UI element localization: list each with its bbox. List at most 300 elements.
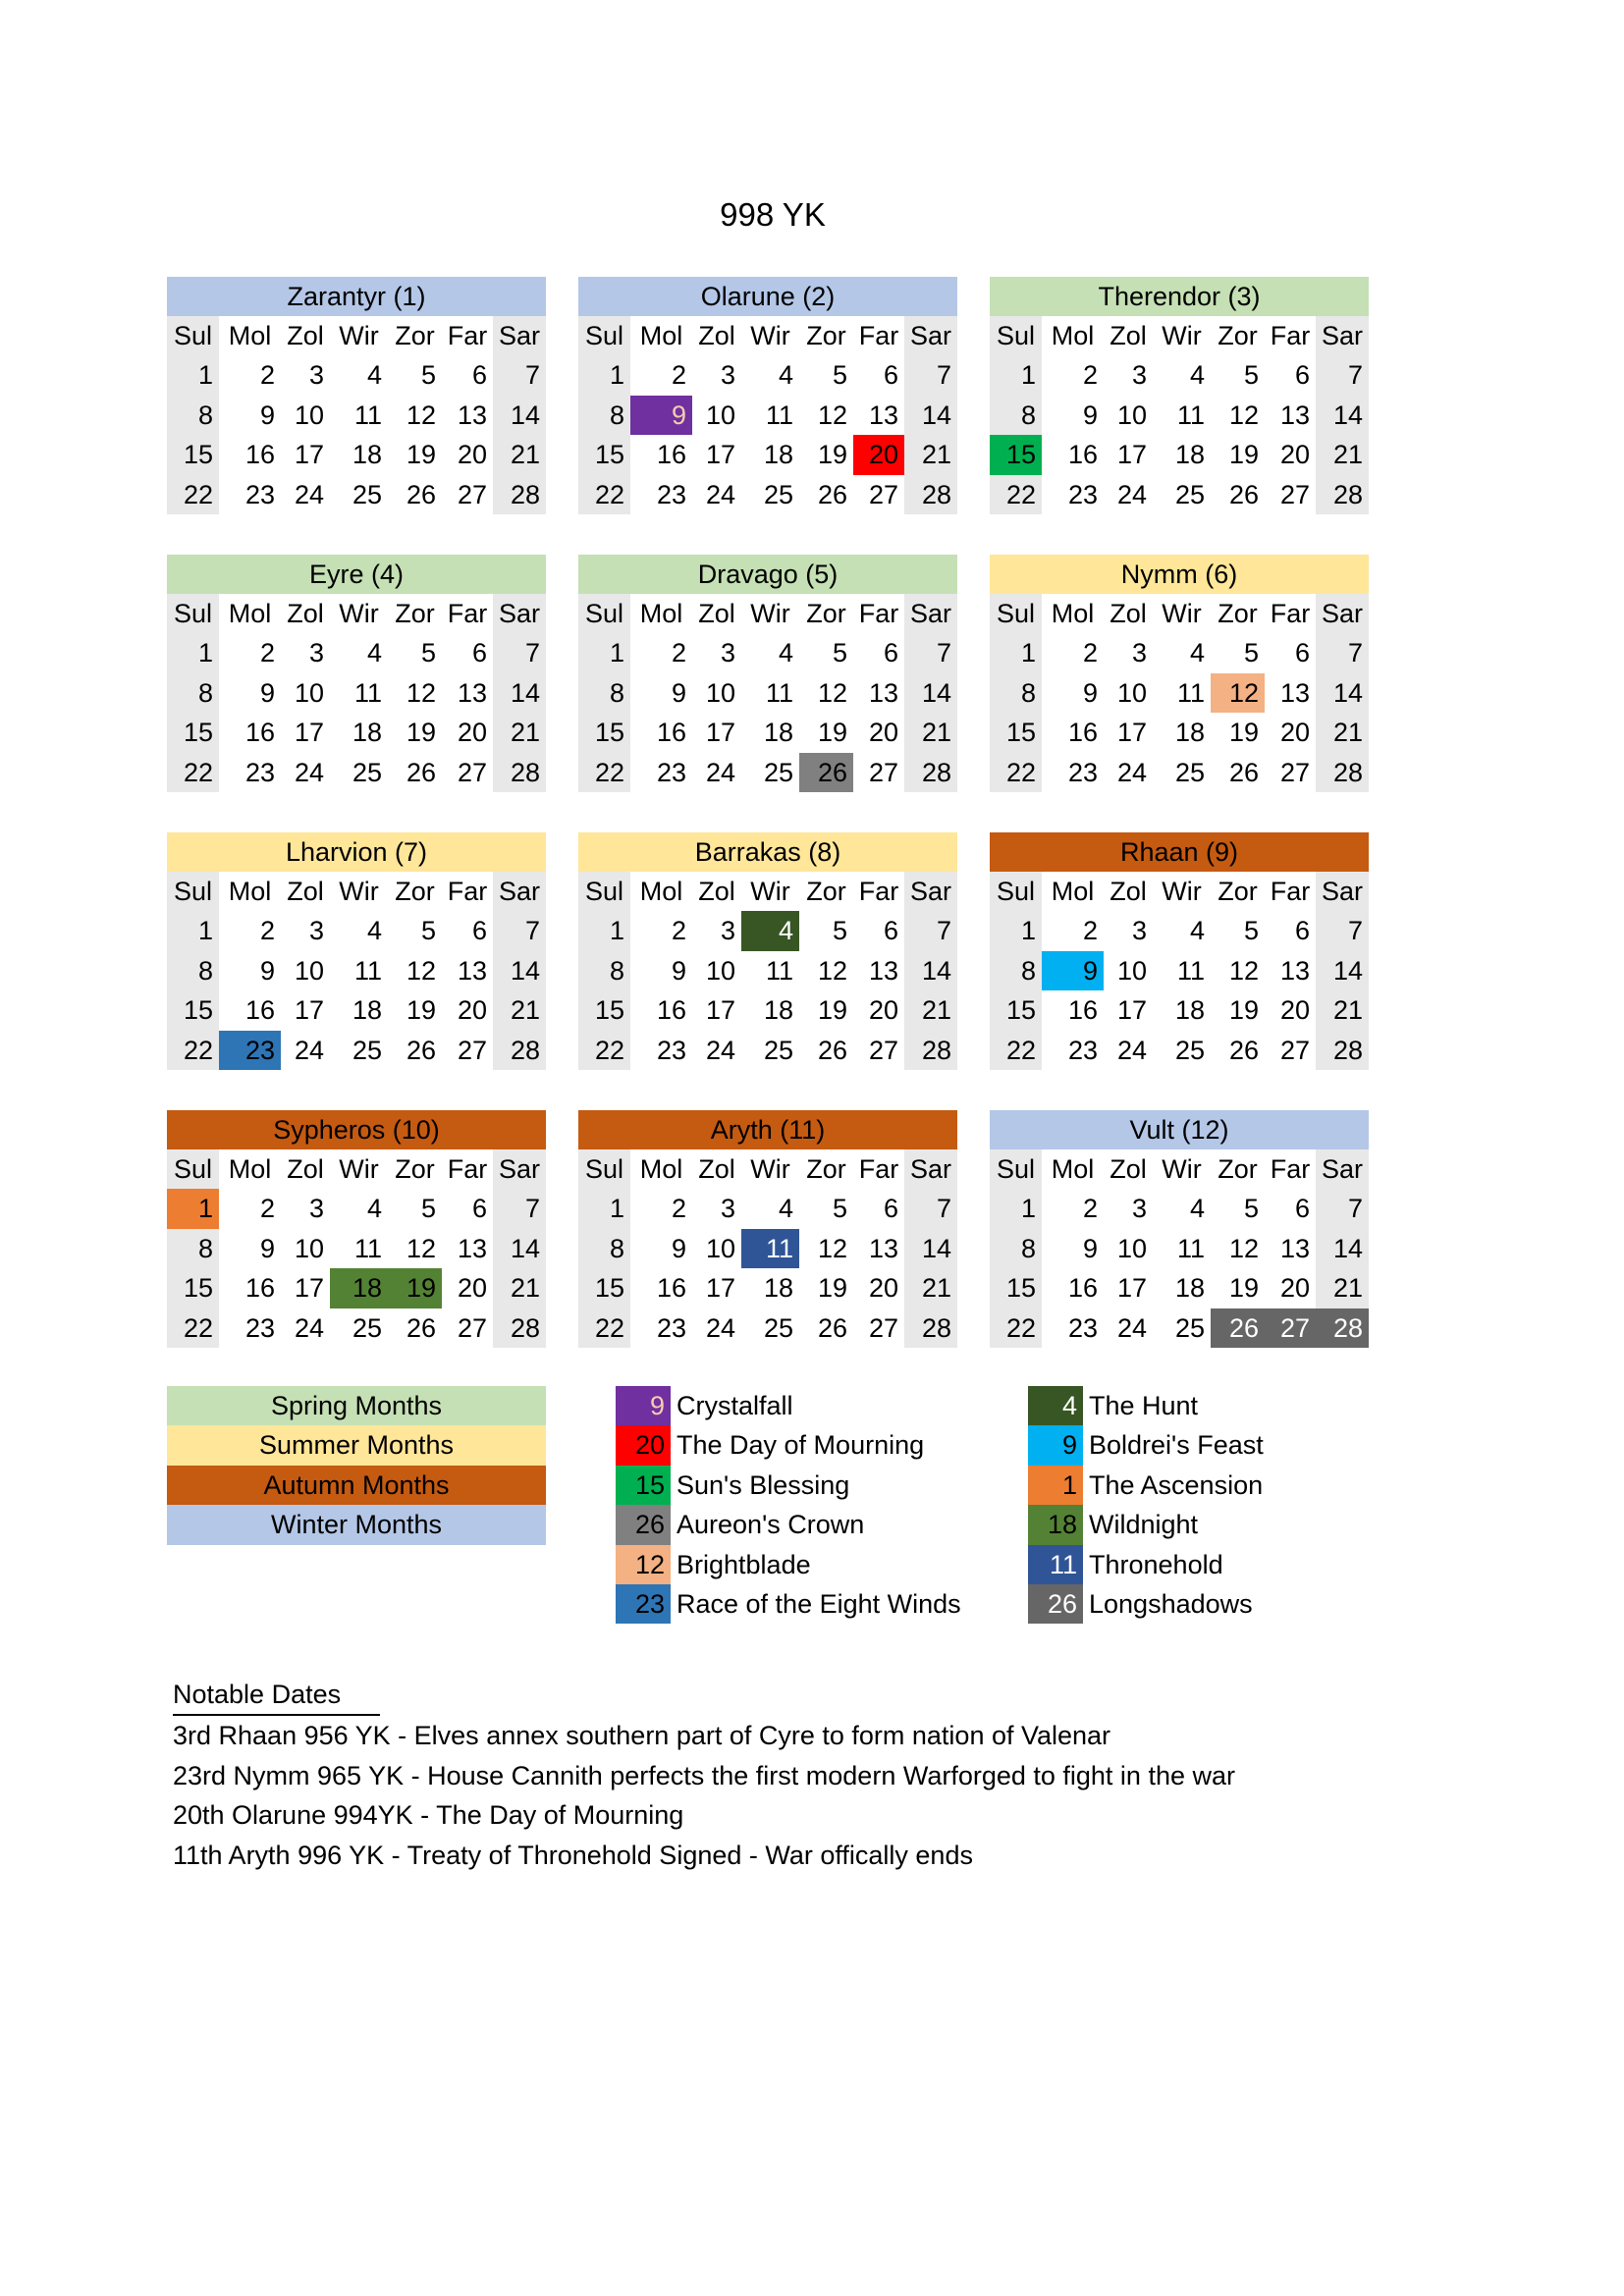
month-days-grid [990, 316, 1369, 514]
day-name-header: Sar [904, 1149, 957, 1189]
day-cell: 20 [442, 713, 493, 752]
day-cell: 22 [578, 1308, 630, 1348]
holiday-legend-item [1028, 1505, 1264, 1544]
day-cell: 16 [1042, 1268, 1104, 1308]
day-name-header: Sul [167, 316, 219, 355]
day-name-header: Sar [904, 872, 957, 911]
day-cell: 15 [578, 435, 630, 474]
day-cell: 21 [904, 990, 957, 1030]
day-cell: 5 [1211, 911, 1265, 950]
day-cell: 6 [442, 633, 493, 672]
holiday-legend-item [616, 1386, 961, 1425]
day-cell: 23 [219, 475, 281, 514]
day-name-header: Wir [741, 1149, 799, 1189]
day-cell: 2 [219, 633, 281, 672]
season-legend [167, 1386, 546, 1545]
day-cell: 14 [493, 951, 546, 990]
day-cell: 7 [493, 911, 546, 950]
day-cell: 17 [1104, 1268, 1153, 1308]
holiday-swatch: 12 [616, 1545, 671, 1584]
day-cell: 21 [1316, 713, 1369, 752]
day-cell: 12 [388, 396, 442, 435]
day-cell: 18 [330, 713, 388, 752]
day-cell: 21 [904, 713, 957, 752]
day-cell: 19 [388, 435, 442, 474]
day-name-header: Wir [330, 594, 388, 633]
month-days-grid [167, 872, 546, 1070]
day-cell: 9 [219, 396, 281, 435]
month-block [990, 277, 1369, 514]
day-cell: 4 [1153, 1189, 1211, 1228]
day-name-header: Mol [1042, 872, 1104, 911]
day-cell: 9 [630, 1229, 692, 1268]
day-cell: 18 [330, 435, 388, 474]
holiday-legend-item [616, 1466, 961, 1505]
day-cell: 6 [442, 911, 493, 950]
day-cell: 23 [1042, 753, 1104, 792]
day-cell: 4 [741, 633, 799, 672]
day-cell: 12 [799, 673, 853, 713]
day-cell: 21 [904, 435, 957, 474]
day-name-header: Mol [219, 316, 281, 355]
day-cell: 5 [1211, 633, 1265, 672]
day-cell: 1 [990, 1189, 1042, 1228]
day-name-header: Zor [388, 1149, 442, 1189]
day-name-header: Wir [1153, 872, 1211, 911]
day-name-header: Zol [281, 594, 330, 633]
day-name-header: Sar [493, 1149, 546, 1189]
day-name-header: Sul [167, 1149, 219, 1189]
holiday-legend-item [616, 1505, 961, 1544]
day-cell: 21 [1316, 990, 1369, 1030]
day-cell: 7 [1316, 633, 1369, 672]
day-cell: 18 [330, 990, 388, 1030]
day-name-header: Zor [388, 594, 442, 633]
day-cell: 2 [630, 633, 692, 672]
day-cell: 23 [1042, 475, 1104, 514]
notable-date-item: 3rd Rhaan 956 YK - Elves annex southern part of Cyre to form nation of Valenar [173, 1721, 1111, 1750]
day-cell: 8 [578, 951, 630, 990]
day-cell: 24 [281, 1031, 330, 1070]
day-cell: 15 [578, 713, 630, 752]
day-name-header: Mol [1042, 1149, 1104, 1189]
day-cell: 12 [799, 396, 853, 435]
day-name-header: Wir [1153, 1149, 1211, 1189]
day-cell: 28 [904, 1308, 957, 1348]
day-cell: 22 [167, 753, 219, 792]
holiday-swatch: 11 [1028, 1545, 1083, 1584]
day-cell: 14 [493, 396, 546, 435]
day-name-header: Zol [1104, 872, 1153, 911]
day-cell: 3 [1104, 633, 1153, 672]
day-name-header: Zor [799, 594, 853, 633]
month-header: Barrakas (8) [578, 832, 957, 872]
holiday-swatch: 15 [616, 1466, 671, 1505]
month-block [990, 832, 1369, 1070]
day-cell: 24 [281, 1308, 330, 1348]
day-cell: 24 [692, 475, 741, 514]
day-cell: 5 [799, 911, 853, 950]
day-cell: 3 [1104, 355, 1153, 395]
month-days-grid [578, 1149, 957, 1348]
day-cell: 23 [219, 1308, 281, 1348]
holiday-day-cell: 15 [990, 435, 1042, 474]
day-cell: 3 [1104, 1189, 1153, 1228]
month-block [167, 277, 546, 514]
day-name-header: Zol [692, 1149, 741, 1189]
day-name-header: Far [853, 872, 904, 911]
day-cell: 18 [741, 990, 799, 1030]
day-name-header: Sul [578, 872, 630, 911]
holiday-name: Race of the Eight Winds [677, 1588, 961, 1619]
day-name-header: Zol [1104, 316, 1153, 355]
day-cell: 10 [281, 1229, 330, 1268]
day-cell: 20 [1265, 1268, 1316, 1308]
day-cell: 16 [630, 1268, 692, 1308]
day-name-header: Zol [281, 1149, 330, 1189]
month-header: Olarune (2) [578, 277, 957, 316]
day-cell: 23 [630, 1031, 692, 1070]
day-cell: 22 [578, 753, 630, 792]
holiday-name: The Day of Mourning [677, 1430, 925, 1461]
day-name-header: Sar [493, 594, 546, 633]
day-cell: 3 [281, 633, 330, 672]
day-cell: 10 [1104, 951, 1153, 990]
day-cell: 23 [1042, 1031, 1104, 1070]
day-cell: 17 [281, 435, 330, 474]
month-days-grid [990, 872, 1369, 1070]
day-cell: 13 [853, 673, 904, 713]
day-name-header: Zor [1211, 872, 1265, 911]
day-cell: 27 [1265, 753, 1316, 792]
day-name-header: Zol [281, 872, 330, 911]
day-cell: 9 [630, 951, 692, 990]
day-cell: 20 [442, 1268, 493, 1308]
day-cell: 12 [1211, 396, 1265, 435]
holiday-day-cell: 9 [630, 396, 692, 435]
holiday-day-cell: 28 [1316, 1308, 1369, 1348]
day-cell: 11 [1153, 673, 1211, 713]
holiday-day-cell: 1 [167, 1189, 219, 1228]
day-cell: 12 [388, 673, 442, 713]
day-cell: 6 [853, 633, 904, 672]
day-cell: 17 [692, 1268, 741, 1308]
day-cell: 5 [388, 633, 442, 672]
day-cell: 28 [493, 753, 546, 792]
day-cell: 24 [281, 753, 330, 792]
day-cell: 14 [1316, 951, 1369, 990]
day-cell: 10 [692, 951, 741, 990]
day-cell: 12 [799, 1229, 853, 1268]
day-cell: 16 [630, 713, 692, 752]
day-cell: 5 [1211, 355, 1265, 395]
holiday-name: Thronehold [1089, 1549, 1223, 1579]
day-cell: 24 [1104, 475, 1153, 514]
day-name-header: Zol [692, 594, 741, 633]
day-cell: 19 [799, 1268, 853, 1308]
day-cell: 4 [741, 1189, 799, 1228]
day-cell: 18 [1153, 990, 1211, 1030]
month-block [990, 555, 1369, 792]
day-cell: 25 [741, 1308, 799, 1348]
day-cell: 3 [692, 911, 741, 950]
month-header: Aryth (11) [578, 1110, 957, 1149]
holiday-legend-item [1028, 1386, 1264, 1425]
notable-dates-title: Notable Dates [173, 1675, 380, 1716]
day-cell: 15 [167, 1268, 219, 1308]
day-name-header: Sar [904, 594, 957, 633]
day-name-header: Wir [1153, 316, 1211, 355]
holiday-day-cell: 27 [1265, 1308, 1316, 1348]
day-cell: 8 [167, 951, 219, 990]
day-cell: 21 [493, 713, 546, 752]
day-name-header: Far [442, 1149, 493, 1189]
day-cell: 19 [799, 713, 853, 752]
day-name-header: Sul [578, 316, 630, 355]
holiday-day-cell: 9 [1042, 951, 1104, 990]
day-cell: 27 [853, 475, 904, 514]
day-cell: 22 [990, 1031, 1042, 1070]
day-cell: 25 [741, 475, 799, 514]
holiday-legend-item [616, 1545, 961, 1584]
day-cell: 8 [990, 673, 1042, 713]
day-cell: 27 [442, 475, 493, 514]
day-cell: 17 [1104, 435, 1153, 474]
day-cell: 18 [741, 435, 799, 474]
day-cell: 20 [1265, 713, 1316, 752]
month-header: Therendor (3) [990, 277, 1369, 316]
holiday-legend-item [1028, 1545, 1264, 1584]
day-cell: 1 [578, 355, 630, 395]
day-cell: 17 [1104, 713, 1153, 752]
day-name-header: Zol [1104, 1149, 1153, 1189]
month-block [578, 277, 957, 514]
holiday-name: Brightblade [677, 1549, 811, 1579]
day-cell: 2 [1042, 355, 1104, 395]
day-cell: 5 [799, 355, 853, 395]
day-name-header: Mol [1042, 594, 1104, 633]
month-block [167, 1110, 546, 1348]
day-cell: 13 [1265, 673, 1316, 713]
day-cell: 10 [1104, 673, 1153, 713]
day-cell: 16 [1042, 713, 1104, 752]
day-cell: 19 [1211, 435, 1265, 474]
day-cell: 25 [1153, 1031, 1211, 1070]
day-cell: 2 [1042, 633, 1104, 672]
month-header: Dravago (5) [578, 555, 957, 594]
day-cell: 7 [904, 633, 957, 672]
day-cell: 16 [1042, 990, 1104, 1030]
day-cell: 8 [167, 1229, 219, 1268]
month-block [578, 555, 957, 792]
day-name-header: Mol [630, 594, 692, 633]
day-cell: 15 [167, 435, 219, 474]
day-cell: 13 [853, 1229, 904, 1268]
day-cell: 13 [442, 951, 493, 990]
day-cell: 27 [853, 1031, 904, 1070]
day-cell: 6 [1265, 355, 1316, 395]
day-cell: 8 [990, 951, 1042, 990]
day-name-header: Sar [1316, 594, 1369, 633]
season-legend-spring: Spring Months [167, 1386, 546, 1425]
holiday-swatch: 26 [1028, 1584, 1083, 1624]
day-cell: 1 [990, 911, 1042, 950]
month-header: Eyre (4) [167, 555, 546, 594]
day-cell: 11 [330, 951, 388, 990]
day-cell: 6 [1265, 1189, 1316, 1228]
holiday-day-cell: 18 [330, 1268, 388, 1308]
day-cell: 11 [741, 673, 799, 713]
day-cell: 14 [1316, 673, 1369, 713]
day-cell: 17 [1104, 990, 1153, 1030]
day-cell: 21 [493, 990, 546, 1030]
day-cell: 5 [388, 355, 442, 395]
day-cell: 17 [692, 990, 741, 1030]
month-block [578, 832, 957, 1070]
day-cell: 23 [630, 753, 692, 792]
day-cell: 28 [1316, 475, 1369, 514]
holiday-day-cell: 26 [799, 753, 853, 792]
page-title: 998 YK [720, 196, 826, 233]
day-cell: 22 [578, 475, 630, 514]
day-cell: 7 [1316, 355, 1369, 395]
day-cell: 16 [219, 990, 281, 1030]
holiday-name: Aureon's Crown [677, 1510, 865, 1540]
day-cell: 21 [493, 435, 546, 474]
day-cell: 14 [1316, 1229, 1369, 1268]
day-cell: 27 [853, 1308, 904, 1348]
day-cell: 25 [741, 753, 799, 792]
day-cell: 26 [388, 1031, 442, 1070]
day-name-header: Far [853, 1149, 904, 1189]
day-cell: 28 [904, 475, 957, 514]
holiday-day-cell: 11 [741, 1229, 799, 1268]
day-cell: 21 [493, 1268, 546, 1308]
day-cell: 13 [853, 396, 904, 435]
day-name-header: Sul [167, 594, 219, 633]
day-cell: 5 [1211, 1189, 1265, 1228]
day-cell: 4 [741, 355, 799, 395]
day-cell: 3 [281, 355, 330, 395]
day-name-header: Mol [630, 872, 692, 911]
day-cell: 11 [1153, 951, 1211, 990]
day-cell: 11 [1153, 396, 1211, 435]
holiday-swatch: 1 [1028, 1466, 1083, 1505]
holiday-day-cell: 4 [741, 911, 799, 950]
day-cell: 22 [578, 1031, 630, 1070]
day-name-header: Zor [388, 316, 442, 355]
day-cell: 16 [219, 435, 281, 474]
day-cell: 22 [990, 753, 1042, 792]
day-name-header: Far [1265, 594, 1316, 633]
day-cell: 15 [578, 990, 630, 1030]
day-name-header: Sar [1316, 1149, 1369, 1189]
day-cell: 6 [853, 355, 904, 395]
day-cell: 25 [741, 1031, 799, 1070]
day-cell: 14 [904, 396, 957, 435]
day-name-header: Sar [1316, 316, 1369, 355]
month-days-grid [578, 872, 957, 1070]
holiday-day-cell: 26 [1211, 1308, 1265, 1348]
day-cell: 6 [442, 1189, 493, 1228]
day-cell: 13 [1265, 951, 1316, 990]
day-cell: 7 [493, 1189, 546, 1228]
day-cell: 18 [741, 1268, 799, 1308]
day-name-header: Mol [1042, 316, 1104, 355]
day-cell: 17 [692, 435, 741, 474]
day-cell: 28 [1316, 1031, 1369, 1070]
day-cell: 16 [630, 435, 692, 474]
day-cell: 19 [1211, 990, 1265, 1030]
holiday-name: Wildnight [1089, 1510, 1199, 1540]
day-cell: 5 [388, 911, 442, 950]
day-cell: 11 [330, 673, 388, 713]
day-cell: 13 [853, 951, 904, 990]
holiday-swatch: 18 [1028, 1505, 1083, 1544]
day-cell: 6 [1265, 633, 1316, 672]
holiday-day-cell: 19 [388, 1268, 442, 1308]
day-name-header: Sul [578, 594, 630, 633]
day-cell: 11 [1153, 1229, 1211, 1268]
day-cell: 27 [442, 1031, 493, 1070]
day-name-header: Far [853, 316, 904, 355]
day-name-header: Wir [330, 1149, 388, 1189]
notable-date-item: 20th Olarune 994YK - The Day of Mourning [173, 1800, 684, 1830]
day-cell: 2 [630, 911, 692, 950]
day-cell: 20 [853, 990, 904, 1030]
day-cell: 12 [388, 1229, 442, 1268]
day-cell: 20 [442, 990, 493, 1030]
day-cell: 8 [167, 673, 219, 713]
day-name-header: Mol [219, 1149, 281, 1189]
day-cell: 10 [1104, 1229, 1153, 1268]
day-cell: 4 [1153, 633, 1211, 672]
day-name-header: Sul [990, 1149, 1042, 1189]
day-name-header: Far [442, 872, 493, 911]
day-cell: 25 [1153, 1308, 1211, 1348]
day-name-header: Wir [330, 316, 388, 355]
day-name-header: Wir [330, 872, 388, 911]
day-name-header: Zol [281, 316, 330, 355]
holiday-swatch: 26 [616, 1505, 671, 1544]
day-name-header: Zor [1211, 1149, 1265, 1189]
day-cell: 1 [167, 633, 219, 672]
day-cell: 19 [799, 435, 853, 474]
day-cell: 14 [904, 673, 957, 713]
day-cell: 8 [990, 396, 1042, 435]
day-cell: 5 [799, 1189, 853, 1228]
month-header: Vult (12) [990, 1110, 1369, 1149]
notable-date-item: 23rd Nymm 965 YK - House Cannith perfects the first modern Warforged to fight in the war [173, 1760, 1235, 1790]
holiday-name: Boldrei's Feast [1089, 1430, 1264, 1461]
month-days-grid [167, 316, 546, 514]
day-name-header: Wir [741, 872, 799, 911]
month-header: Zarantyr (1) [167, 277, 546, 316]
day-cell: 19 [1211, 1268, 1265, 1308]
holiday-legend-item [1028, 1584, 1264, 1624]
holiday-swatch: 23 [616, 1584, 671, 1624]
day-name-header: Far [442, 316, 493, 355]
day-name-header: Sul [578, 1149, 630, 1189]
day-cell: 28 [904, 1031, 957, 1070]
day-cell: 17 [281, 713, 330, 752]
day-name-header: Sul [990, 594, 1042, 633]
month-header: Lharvion (7) [167, 832, 546, 872]
day-cell: 9 [630, 673, 692, 713]
day-cell: 13 [442, 673, 493, 713]
month-block [578, 1110, 957, 1348]
month-days-grid [167, 1149, 546, 1348]
